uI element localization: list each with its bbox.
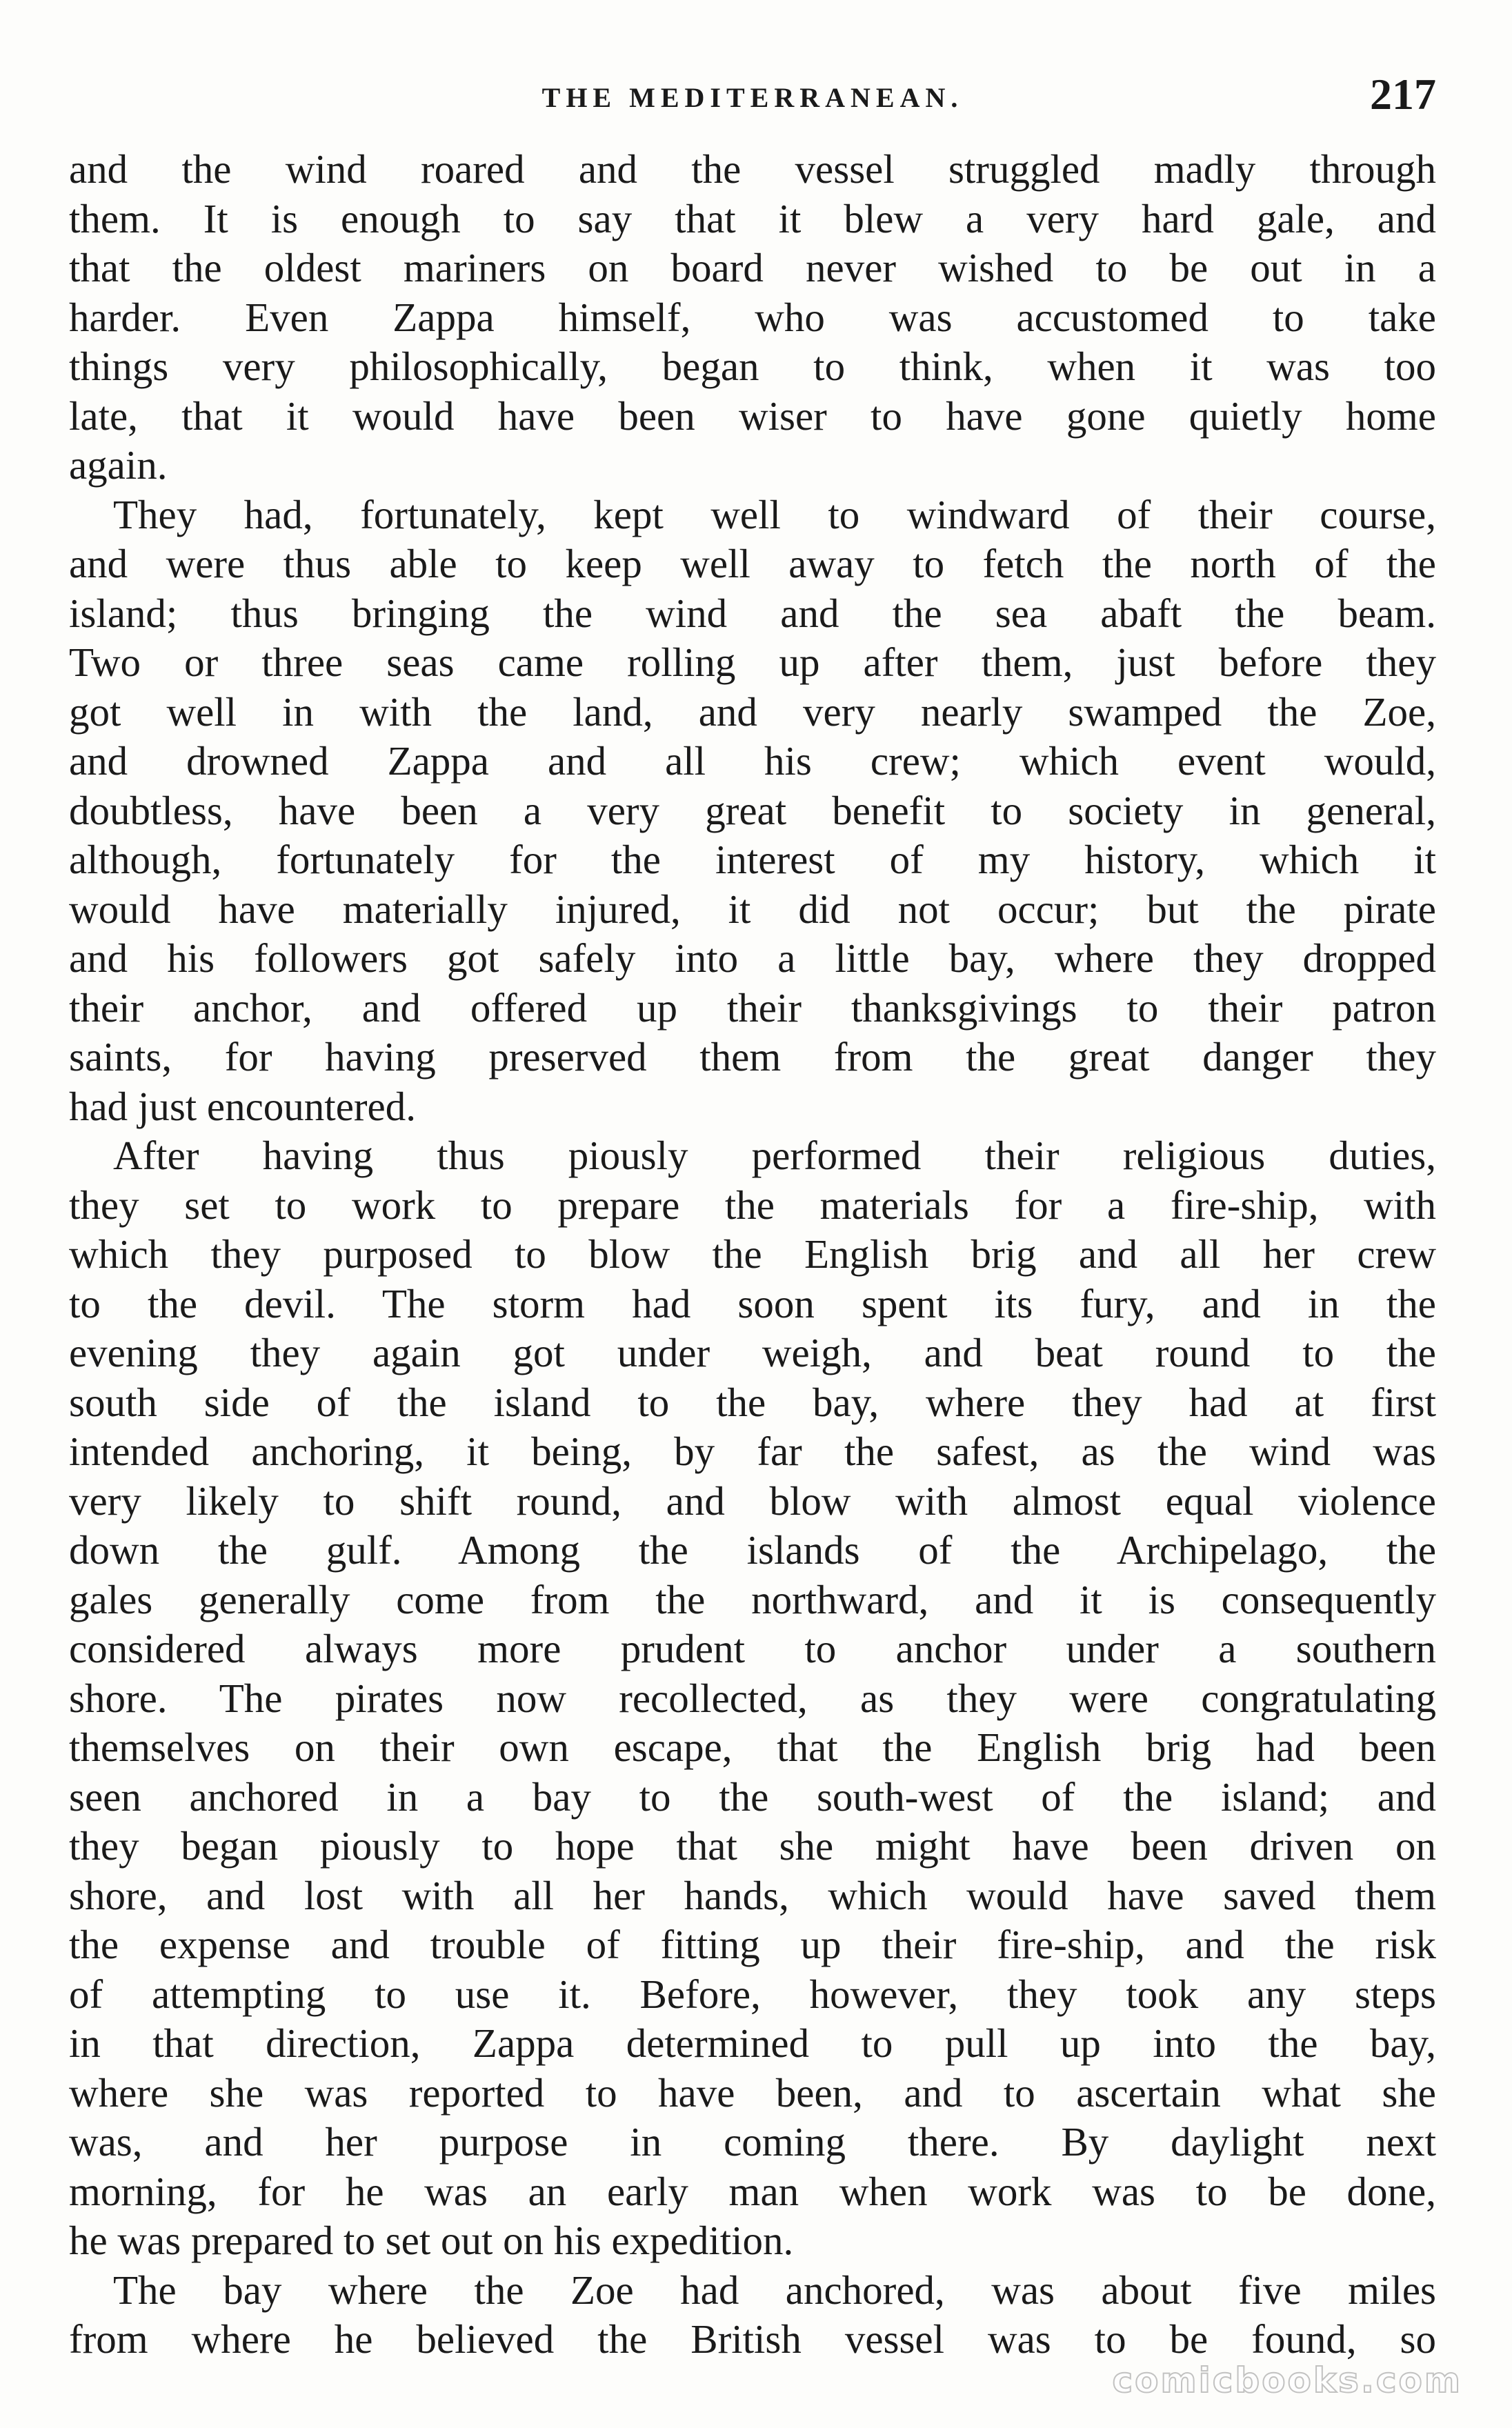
text-line: down the gulf. Among the islands of the Archipelago, the xyxy=(69,1527,1436,1573)
text-line: harder. Even Zappa himself, who was accustomed to take xyxy=(69,294,1436,340)
text-line: would have materially injured, it did not occur; but the pirate xyxy=(69,886,1436,932)
text-line: their anchor, and offered up their thanksgivings to their patron xyxy=(69,984,1436,1031)
text-line: They had, fortunately, kept well to windward of their course, xyxy=(113,491,1436,537)
text-line: evening they again got under weigh, and beat round to the xyxy=(69,1330,1436,1375)
running-title: THE MEDITERRANEAN. xyxy=(541,82,964,113)
text-line: saints, for having preserved them from the great danger they xyxy=(69,1034,1436,1079)
text-line: them. It is enough to say that it blew a very hard gale, and xyxy=(69,195,1436,241)
text-line: they began piously to hope that she might have been driven on xyxy=(69,1823,1436,1869)
text-line: that the oldest mariners on board never wished to be out in a xyxy=(69,245,1436,290)
text-line: themselves on their own escape, that the English brig had been xyxy=(69,1724,1436,1770)
paragraph xyxy=(69,145,1436,490)
text-line: considered always more prudent to anchor under a southern xyxy=(69,1626,1436,1671)
text-line: was, and her purpose in coming there. By daylight next xyxy=(69,2119,1436,2165)
text-line: to the devil. The storm had soon spent its fury, and in the xyxy=(69,1280,1436,1326)
text-line: south side of the island to the bay, where they had at first xyxy=(69,1379,1436,1425)
text-line: where she was reported to have been, and to ascertain what she xyxy=(69,2069,1436,2116)
text-line: in that direction, Zappa determined to pull up into the bay, xyxy=(69,2020,1436,2066)
paragraph xyxy=(69,490,1436,1132)
paragraph xyxy=(69,1131,1436,2266)
text-line: gales generally come from the northward, and it is consequently xyxy=(69,1576,1436,1622)
text-line: seen anchored in a bay to the south-west of the island; and xyxy=(69,1773,1436,1820)
page-number: 217 xyxy=(1370,70,1436,119)
text-line: late, that it would have been wiser to have gone quietly home xyxy=(69,392,1436,439)
text-line: from where he believed the British vessel was to be found, so xyxy=(69,2316,1436,2362)
text-line: shore. The pirates now recollected, as they were congratulating xyxy=(69,1675,1436,1721)
text-line: things very philosophically, began to think, when it was too xyxy=(69,344,1436,389)
text-line: Two or three seas came rolling up after them, just before they xyxy=(69,639,1436,685)
text-line: and were thus able to keep well away to fetch the north of the xyxy=(69,541,1436,586)
text-line: the expense and trouble of fitting up their fire-ship, and the risk xyxy=(69,1922,1436,1967)
text-line: morning, for he was an early man when work was to be done, xyxy=(69,2168,1436,2214)
text-line: again. xyxy=(69,442,168,488)
text-line: of attempting to use it. Before, however, they took any steps xyxy=(69,1971,1436,2017)
text-line: shore, and lost with all her hands, which would have saved them xyxy=(69,1872,1436,1918)
watermark-logo: comicbooks.com xyxy=(1112,2360,1462,2400)
text-line: and drowned Zappa and all his crew; which event would, xyxy=(69,738,1436,784)
text-line: After having thus piously performed their religious duties, xyxy=(113,1133,1436,1178)
text-line: island; thus bringing the wind and the sea abaft the beam. xyxy=(69,590,1436,636)
text-line: got well in with the land, and very nearly swamped the Zoe, xyxy=(69,688,1436,735)
text-line: which they purposed to blow the English brig and all her crew xyxy=(69,1231,1436,1277)
running-head xyxy=(69,69,1436,124)
text-line: The bay where the Zoe had anchored, was about five miles xyxy=(113,2267,1436,2313)
text-line: he was prepared to set out on his expedition. xyxy=(69,2218,794,2263)
paragraph xyxy=(69,2266,1436,2365)
body-text xyxy=(69,145,1436,2365)
text-line: and his followers got safely into a little bay, where they dropped xyxy=(69,935,1436,981)
text-line: and the wind roared and the vessel struggled madly through xyxy=(69,146,1436,192)
text-line: although, fortunately for the interest of my history, which it xyxy=(69,837,1436,882)
text-line: doubtless, have been a very great benefit to society in general, xyxy=(69,787,1436,833)
text-line: very likely to shift round, and blow with almost equal violence xyxy=(69,1477,1436,1524)
text-line: had just encountered. xyxy=(69,1083,416,1129)
text-line: intended anchoring, it being, by far the safest, as the wind was xyxy=(69,1429,1436,1474)
text-line: they set to work to prepare the materials for a fire-ship, with xyxy=(69,1182,1436,1228)
